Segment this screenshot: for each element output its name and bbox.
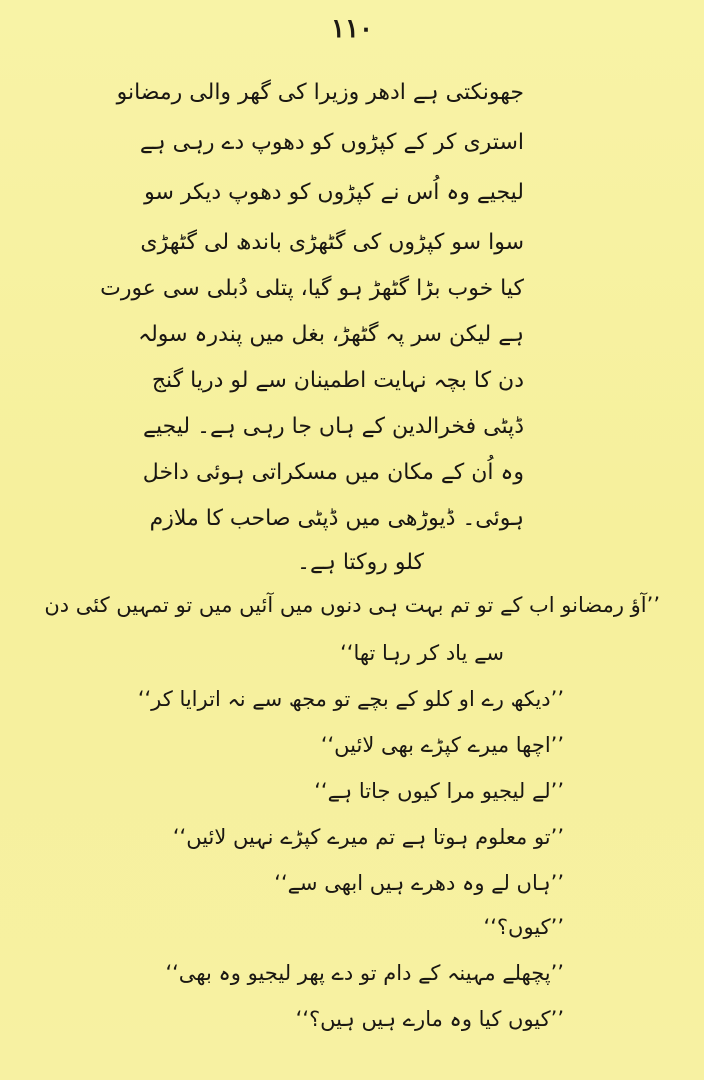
text-line: ہوئی۔ ڈیوڑھی میں ڈپٹی صاحب کا ملازم bbox=[149, 506, 524, 531]
page-number: ۱۱۰ bbox=[331, 14, 373, 44]
dialogue-line: ’’کیوں؟‘‘ bbox=[483, 915, 564, 939]
dialogue-line: سے یاد کر رہا تھا‘‘ bbox=[340, 641, 504, 665]
text-line: کیا خوب بڑا گٹھڑ ہو گیا، پتلی دُبلی سی عورت bbox=[100, 276, 524, 301]
text-line: ڈپٹی فخرالدین کے ہاں جا رہی ہے۔ لیجیے bbox=[143, 414, 524, 439]
dialogue-line: ’’آؤ رمضانو اب کے تو تم بہت ہی دنوں میں آئیں میں تو تمہیں کئی دن bbox=[44, 593, 660, 617]
dialogue-line: ’’کیوں کیا وہ مارے ہیں ہیں؟‘‘ bbox=[295, 1007, 564, 1031]
dialogue-line: ’’اچھا میرے کپڑے بھی لائیں‘‘ bbox=[320, 733, 564, 757]
dialogue-line: ’’دیکھ رے او کلو کے بچے تو مجھ سے نہ اترایا کر‘‘ bbox=[137, 687, 564, 711]
text-line: استری کر کے کپڑوں کو دھوپ دے رہی ہے bbox=[139, 130, 524, 155]
dialogue-line: ’’تو معلوم ہوتا ہے تم میرے کپڑے نہیں لائیں‘‘ bbox=[172, 825, 564, 849]
text-line: ہے لیکن سر پہ گٹھڑ، بغل میں پندرہ سولہ bbox=[138, 322, 524, 347]
dialogue-line: ’’پچھلے مہینہ کے دام تو دے پھر لیجیو وہ بھی‘‘ bbox=[165, 961, 564, 985]
dialogue-line: ’’لے لیجیو مرا کیوں جاتا ہے‘‘ bbox=[314, 779, 564, 803]
text-line: لیجیے وہ اُس نے کپڑوں کو دھوپ دیکر سو bbox=[144, 180, 524, 205]
dialogue-line: ’’ہاں لے وہ دھرے ہیں ابھی سے‘‘ bbox=[274, 871, 564, 895]
text-line: کلو روکتا ہے۔ bbox=[297, 550, 424, 575]
text-line: جھونکتی ہے ادھر وزیرا کی گھر والی رمضانو bbox=[116, 80, 524, 105]
text-line: دن کا بچہ نہایت اطمینان سے لو دریا گنج bbox=[151, 368, 524, 393]
text-line: سوا سو کپڑوں کی گٹھڑی باندھ لی گٹھڑی bbox=[140, 230, 524, 255]
text-line: وہ اُن کے مکان میں مسکراتی ہوئی داخل bbox=[142, 460, 524, 485]
